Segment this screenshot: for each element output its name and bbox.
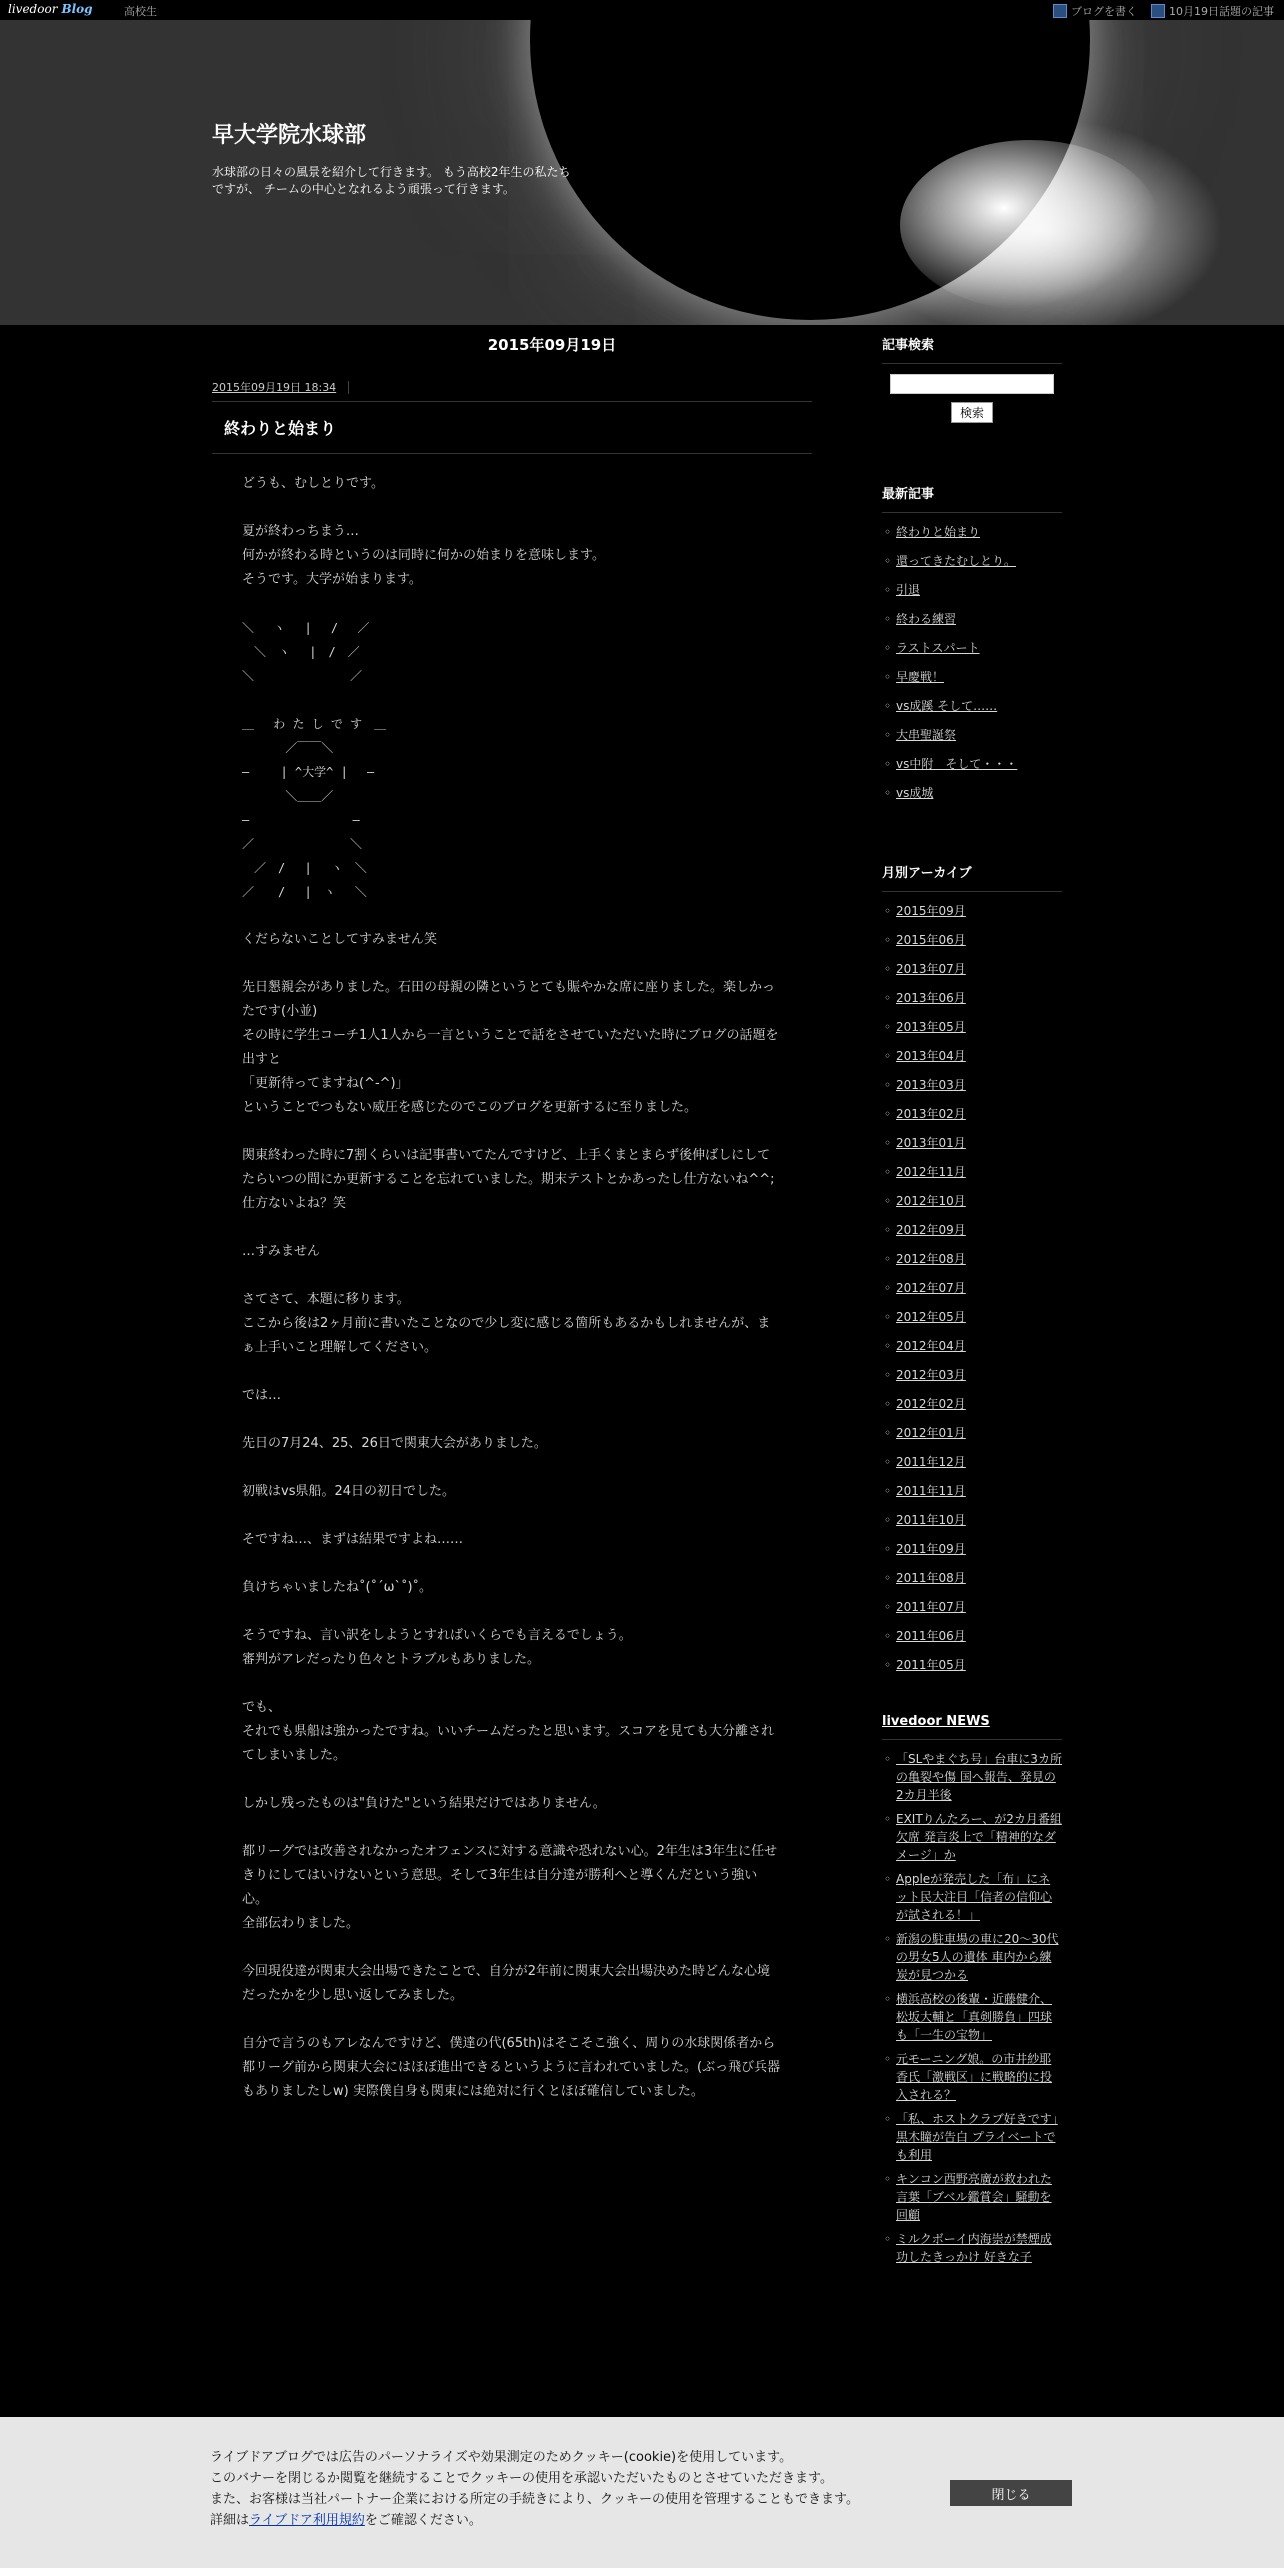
news-item (882, 1750, 1062, 1804)
entry-title[interactable]: 終わりと始まり (212, 402, 812, 454)
news-item (882, 1930, 1062, 1984)
archive-item (882, 1395, 1062, 1413)
category-link[interactable]: 高校生 (124, 5, 157, 18)
news-item (882, 2230, 1062, 2266)
archive-link[interactable]: 2013年02月 (896, 1107, 966, 1121)
entry-timestamp-link[interactable]: 2015年09月19日 18:34 (212, 381, 349, 394)
recent-article-item (882, 697, 1062, 715)
recent-article-item (882, 784, 1062, 802)
search-input[interactable] (890, 374, 1054, 394)
archive-item (882, 1018, 1062, 1036)
entry-paragraph: どうも、むしとりです。 (242, 476, 384, 491)
cookie-close-button[interactable]: 閉じる (950, 2480, 1072, 2506)
archive-item (882, 960, 1062, 978)
archive-item (882, 1656, 1062, 1674)
pencil-icon (1053, 4, 1067, 18)
news-link[interactable]: ミルクボーイ内海崇が禁煙成功したきっかけ 好きな子 (896, 2232, 1052, 2264)
archive-item (882, 931, 1062, 949)
recent-articles-widget (882, 483, 1062, 802)
eclipse-flare (900, 140, 1160, 310)
archive-link[interactable]: 2012年10月 (896, 1194, 966, 1208)
news-link[interactable]: 新潟の駐車場の車に20〜30代の男女5人の遺体 車内から練炭が見つかる (896, 1932, 1059, 1982)
search-widget (882, 334, 1062, 423)
archive-link[interactable]: 2012年09月 (896, 1223, 966, 1237)
archive-title: 月別アーカイブ (882, 862, 1062, 892)
cookie-line-prefix: 詳細は (210, 2513, 250, 2528)
entry-paragraph: 初戦はvs県船。24日の初日でした。 (242, 1484, 456, 1499)
archive-link[interactable]: 2012年03月 (896, 1368, 966, 1382)
archive-link[interactable]: 2015年06月 (896, 933, 966, 947)
news-link[interactable]: Appleが発売した「布」にネット民大注目「信者の信仰心が試される！」 (896, 1872, 1053, 1922)
news-item (882, 1810, 1062, 1864)
news-item (882, 2170, 1062, 2224)
entry-paragraph: 負けちゃいましたね˚(˚´ω`˚)˚。 (242, 1580, 433, 1595)
archive-item (882, 1511, 1062, 1529)
write-blog-link[interactable] (1053, 3, 1137, 19)
livedoor-blog-logo[interactable] (8, 1, 104, 17)
logo-blog-text: Blog (61, 2, 93, 16)
archive-item (882, 1076, 1062, 1094)
blog-description: 水球部の日々の風景を紹介して行きます。 もう高校2年生の私たちですが、 チームの中心となれるよう頑張って行きます。 (212, 165, 571, 196)
entry-paragraph: 夏が終わっちまう… 何かが終わる時というのは同時に何かの始まりを意味します。 そうです。大学が始まります。 (242, 524, 605, 587)
cookie-line (210, 2510, 930, 2531)
archive-link[interactable]: 2012年07月 (896, 1281, 966, 1295)
cookie-text (210, 2447, 930, 2531)
archive-link[interactable]: 2013年01月 (896, 1136, 966, 1150)
archive-item (882, 1192, 1062, 1210)
archive-link[interactable]: 2012年08月 (896, 1252, 966, 1266)
recent-articles-title: 最新記事 (882, 483, 1062, 513)
entry-paragraph: そうですね、言い訳をしようとすればいくらでも言えるでしょう。 審判がアレだったり色々とトラブルもありました。 (242, 1628, 632, 1667)
news-item (882, 2050, 1062, 2104)
archive-link[interactable]: 2013年04月 (896, 1049, 966, 1063)
archive-link[interactable]: 2011年11月 (896, 1484, 966, 1498)
news-link[interactable]: EXITりんたろー、が2カ月番組欠席 発言炎上で「精神的なダメージ」か (896, 1812, 1062, 1862)
entry-paragraph: そですね…、まずは結果ですよね…… (242, 1532, 464, 1547)
archive-item (882, 1569, 1062, 1587)
entry-paragraph: …すみません (242, 1244, 321, 1259)
entry-paragraph: しかし残ったものは"負けた"という結果だけではありません。 (242, 1796, 606, 1811)
livedoor-news-title[interactable]: livedoor NEWS (882, 1714, 1062, 1740)
recent-article-link[interactable]: vs中附 そして・・・ (896, 757, 1018, 771)
livedoor-news-widget (882, 1714, 1062, 2266)
archive-item (882, 1453, 1062, 1471)
write-blog-label: ブログを書く (1071, 5, 1137, 18)
archive-link[interactable]: 2013年03月 (896, 1078, 966, 1092)
recent-article-link[interactable]: 終わる練習 (896, 612, 957, 626)
entry-paragraph: 先日懇親会がありました。石田の母親の隣というとても賑やかな席に座りました。楽しかったです(小並) その時に学生コーチ1人1人から一言ということで話をさせていただいた時にブログの話題を出すと 「更新待ってますね(^-^)」 ということでつもない威圧を感じたのでこのブログを更新するに至りました。 (242, 980, 779, 1115)
archive-link[interactable]: 2012年05月 (896, 1310, 966, 1324)
archive-link[interactable]: 2011年05月 (896, 1658, 966, 1672)
news-list (882, 1750, 1062, 2266)
entry-paragraph: でも、 それでも県船は強かったですね。いいチームだったと思います。スコアを見ても大分離されてしまいました。 (242, 1700, 774, 1763)
archive-link[interactable]: 2012年04月 (896, 1339, 966, 1353)
news-link[interactable]: キンコン西野亮廣が救われた言葉「ブベル鑑賞会」騒動を回顧 (896, 2172, 1052, 2222)
archive-item (882, 989, 1062, 1007)
cookie-banner (0, 2417, 1284, 2568)
archive-item (882, 1221, 1062, 1239)
recent-article-item (882, 668, 1062, 686)
archive-link[interactable]: 2012年02月 (896, 1397, 966, 1411)
entry-paragraph: ＼ ヽ | / ／ ＼ ヽ | / ／ ＼ ／ (242, 621, 370, 683)
archive-item (882, 1047, 1062, 1065)
news-item (882, 1990, 1062, 2044)
cookie-line: このバナーを閉じるか閲覧を継続することでクッキーの使用を承認いただいたものとさせていただきます。 (210, 2471, 833, 2486)
cookie-line: ライブドアブログでは広告のパーソナライズや効果測定のためクッキー(cookie)を使用しています。 (210, 2450, 793, 2465)
archive-link[interactable]: 2011年10月 (896, 1513, 966, 1527)
entry-paragraph: さてさて、本題に移ります。 ここから後は2ヶ月前に書いたことなので少し変に感じる箇所もあるかもしれませんが、まぁ上手いこと理解してください。 (242, 1292, 771, 1355)
news-link[interactable]: 横浜高校の後輩・近藤健介、松坂大輔と「真剣勝負」四球も「一生の宝物」 (896, 1992, 1053, 2042)
recent-article-link[interactable]: ラストスパート (896, 641, 980, 655)
trending-articles-link[interactable] (1151, 3, 1274, 19)
archive-item (882, 1308, 1062, 1326)
recent-article-item (882, 726, 1062, 744)
main-column (212, 334, 812, 2128)
archive-link[interactable]: 2011年09月 (896, 1542, 966, 1556)
archive-link[interactable]: 2013年06月 (896, 991, 966, 1005)
news-item (882, 1870, 1062, 1924)
recent-article-link[interactable]: 還ってきたむしとり。 (896, 554, 1017, 568)
archive-item (882, 902, 1062, 920)
news-item (882, 2110, 1062, 2164)
cookie-line: また、お客様は当社パートナー企業における所定の手続きにより、クッキーの使用を管理することもできます。 (210, 2492, 859, 2507)
entry-paragraph: 自分で言うのもアレなんですけど、僕達の代(65th)はそこそこ強く、周りの水球関係者から都リーグ前から関東大会にはほぼ進出できるというように言われていました。(ぶっ飛び兵器もありましたしw) 実際僕自身も関東には絶対に行くとほぼ確信していました。 (242, 2036, 781, 2099)
search-widget-title: 記事検索 (882, 334, 1062, 364)
entry-paragraph: 今回現役達が関東大会出場できたことで、自分が2年前に関東大会出場決めた時どんな心境だったかを少し思い返してみました。 (242, 1964, 771, 2003)
archive-link[interactable]: 2015年09月 (896, 904, 966, 918)
archive-item (882, 1598, 1062, 1616)
archive-item (882, 1482, 1062, 1500)
archive-link[interactable]: 2012年01月 (896, 1426, 966, 1440)
date-heading: 2015年09月19日 (487, 336, 617, 354)
archive-item (882, 1250, 1062, 1268)
recent-article-link[interactable]: 引退 (896, 583, 921, 597)
recent-article-link[interactable]: 大串聖誕祭 (896, 728, 957, 742)
archive-widget (882, 862, 1062, 1674)
search-button[interactable]: 検索 (951, 402, 993, 423)
archive-link[interactable]: 2011年12月 (896, 1455, 966, 1469)
cookie-line-suffix: をご確認ください。 (364, 2513, 482, 2528)
recent-article-link[interactable]: vs成蹊 そして…… (896, 699, 998, 713)
recent-article-link[interactable]: 終わりと始まり (896, 525, 981, 539)
recent-article-item (882, 755, 1062, 773)
news-link[interactable]: 元モーニング娘。の市井紗耶香氏「激戦区」に戦略的に投入される？ (896, 2052, 1053, 2102)
archive-link[interactable]: 2013年07月 (896, 962, 966, 976)
recent-article-item (882, 523, 1062, 541)
archive-link[interactable]: 2011年08月 (896, 1571, 966, 1585)
entry-paragraph: では… (242, 1388, 282, 1403)
archive-link[interactable]: 2012年11月 (896, 1165, 966, 1179)
archive-item (882, 1424, 1062, 1442)
archive-link[interactable]: 2011年06月 (896, 1629, 966, 1643)
archive-item (882, 1279, 1062, 1297)
recent-article-link[interactable]: 早慶戦！ (896, 670, 945, 684)
trending-label: 10月19日話題の記事 (1169, 5, 1274, 18)
entry-meta (212, 375, 812, 402)
recent-article-item (882, 639, 1062, 657)
recent-article-item (882, 610, 1062, 628)
archive-item (882, 1337, 1062, 1355)
blog-header (0, 20, 1284, 325)
recent-articles-list (882, 523, 1062, 802)
archive-item (882, 1163, 1062, 1181)
recent-article-link[interactable]: vs成城 (896, 786, 934, 800)
archive-link[interactable]: 2011年07月 (896, 1600, 966, 1614)
archive-item (882, 1366, 1062, 1384)
entry-body (212, 454, 812, 2104)
entry-paragraph: くだらないことしてすみません笑 (242, 932, 438, 947)
terms-of-use-link[interactable]: ライブドア利用規約 (249, 2513, 365, 2528)
news-link[interactable]: 「私、ホストクラブ好きです」黒木瞳が告白 プライベートでも利用 (896, 2112, 1058, 2162)
calendar-icon (1151, 4, 1165, 18)
entry-paragraph: 関東終わった時に7割くらいは記事書いてたんですけど、上手くまとまらず後伸ばしにしてたらいつの間にか更新することを忘れていました。期末テストとかあったし仕方ないね^^; 仕方ないよね？笑 (242, 1148, 775, 1211)
sidebar (882, 334, 1062, 2326)
logo-text: livedoor (8, 2, 58, 16)
archive-item (882, 1627, 1062, 1645)
entry-paragraph: ＿ わ た し で す ＿ ／￣￣＼ ― | ^大学^ | ― ＼＿＿／ ― ― ／ ＼ ／ / | ヽ ＼ ／ / | ヽ ＼ (242, 717, 387, 899)
archive-link[interactable]: 2013年05月 (896, 1020, 966, 1034)
recent-article-item (882, 581, 1062, 599)
top-bar (0, 0, 1284, 20)
archive-item (882, 1134, 1062, 1152)
entry-paragraph: 先日の7月24、25、26日で関東大会がありました。 (242, 1436, 547, 1451)
blog-title[interactable]: 早大学院水球部 (212, 123, 367, 148)
news-link[interactable]: 「SLやまぐち号」台車に3カ所の亀裂や傷 国へ報告、発見の2カ月半後 (896, 1752, 1062, 1802)
archive-item (882, 1540, 1062, 1558)
recent-article-item (882, 552, 1062, 570)
archive-list (882, 902, 1062, 1674)
entry-paragraph: 都リーグでは改善されなかったオフェンスに対する意識や恐れない心。2年生は3年生に任せきりにしてはいけないという意思。そして3年生は自分達が勝利へと導くんだという強い心。 全部伝わりました。 (242, 1844, 778, 1931)
archive-item (882, 1105, 1062, 1123)
